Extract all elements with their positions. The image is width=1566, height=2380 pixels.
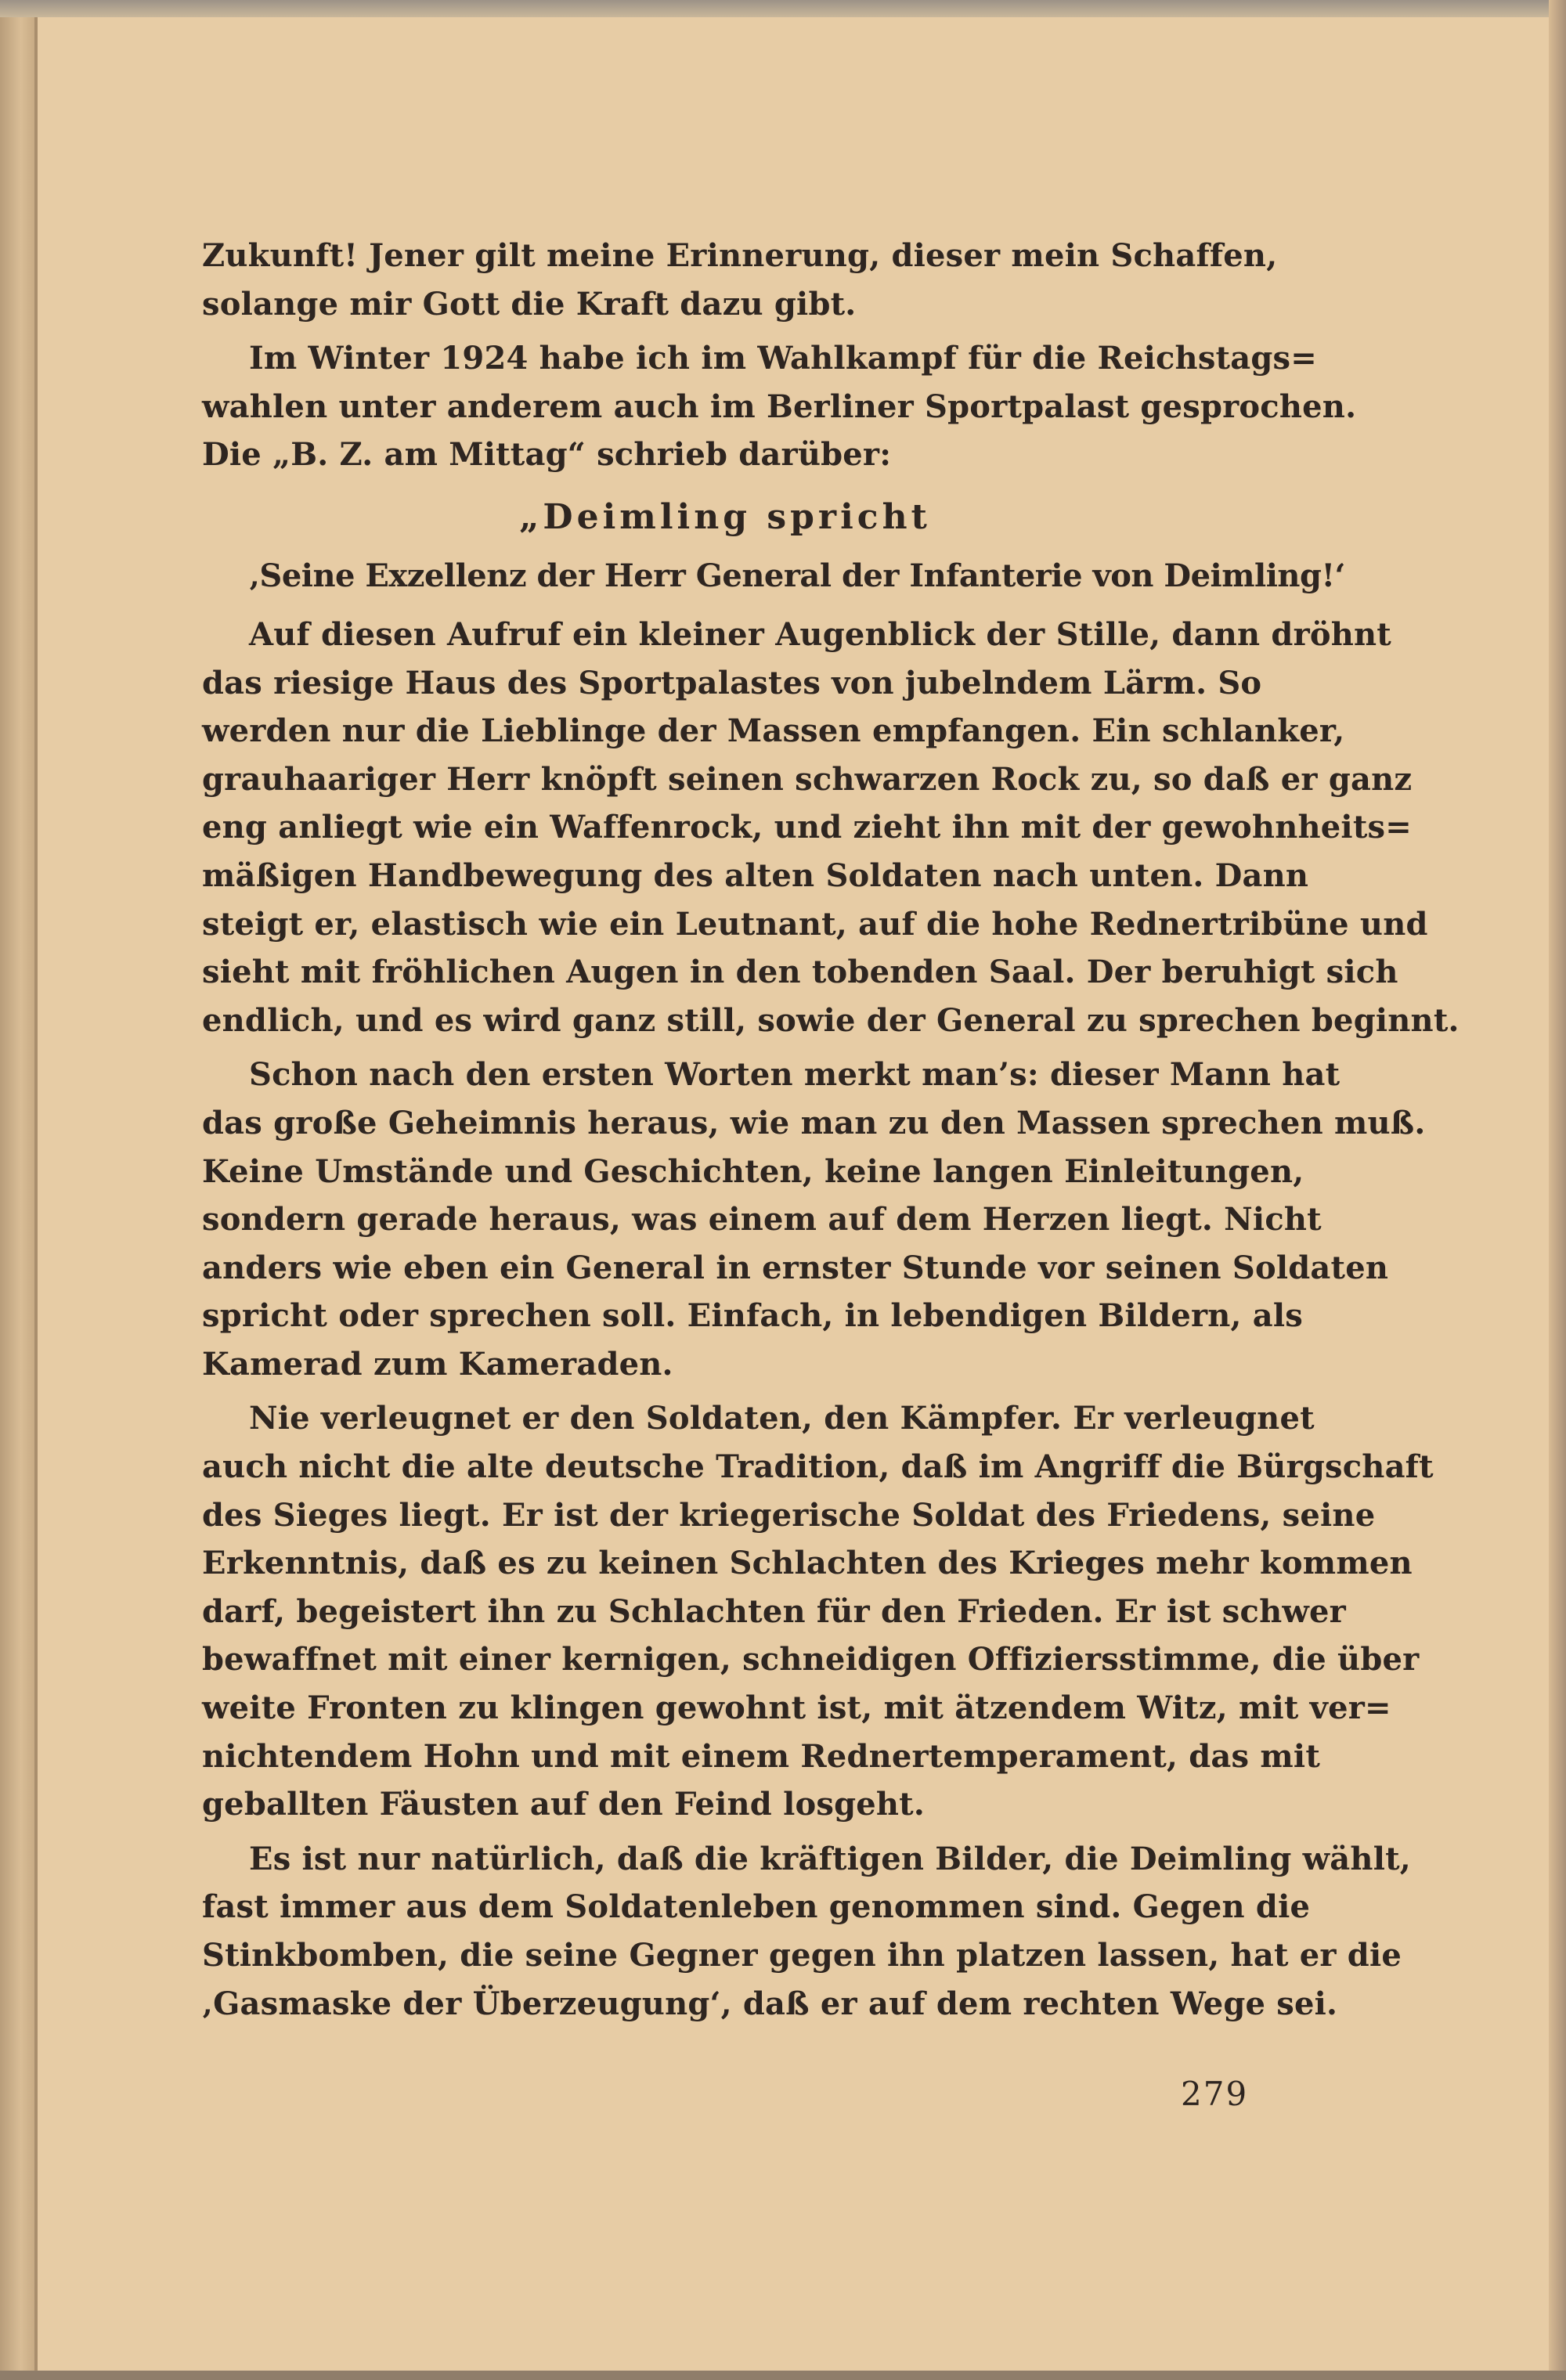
text-line: Schon nach den ersten Worten merkt man’s: dieser Mann hat: [249, 1056, 1340, 1094]
scan-bottom-edge: [0, 2371, 1566, 2380]
text-line: sieht mit fröhlichen Augen in den tobenden Saal. Der beruhigt sich: [202, 954, 1398, 991]
page-right-edge: [1549, 0, 1566, 2380]
text-line: Keine Umstände und Geschichten, keine langen Einleitungen,: [202, 1152, 1304, 1190]
text-line: steigt er, elastisch wie ein Leutnant, auf die hohe Rednertribüne und: [202, 905, 1428, 943]
text-line: Im Winter 1924 habe ich im Wahlkampf für die Reichstags=: [249, 340, 1317, 377]
announcement-quote: ‚Seine Exzellenz der Herr General der Infanterie von Deimling!‘: [249, 557, 1345, 594]
paragraph: [202, 1051, 1426, 1388]
article-section: [202, 611, 1460, 2028]
text-line: Zukunft! Jener gilt meine Erinnerung, dieser mein Schaffen,: [202, 237, 1278, 274]
paragraph: [202, 334, 1357, 479]
scan-top-edge: [0, 0, 1566, 17]
text-line: Die „B. Z. am Mittag“ schrieb darüber:: [202, 436, 892, 474]
text-line: solange mir Gott die Kraft dazu gibt.: [202, 285, 857, 323]
text-line: das riesige Haus des Sportpalastes von jubelndem Lärm. So: [202, 664, 1262, 701]
text-line: werden nur die Lieblinge der Massen empfangen. Ein schlanker,: [202, 712, 1345, 750]
text-line: das große Geheimnis heraus, wie man zu den Massen sprechen muß.: [202, 1104, 1426, 1141]
text-line: endlich, und es wird ganz still, sowie der General zu sprechen beginnt.: [202, 1001, 1460, 1039]
text-line: auch nicht die alte deutsche Tradition, daß im Angriff die Bürgschaft: [202, 1448, 1434, 1486]
text-line: eng anliegt wie ein Waffenrock, und zieht ihn mit der gewohnheits=: [202, 809, 1412, 846]
text-line: geballten Fäusten auf den Feind losgeht.: [202, 1786, 925, 1823]
text-line: Stinkbomben, die seine Gegner gegen ihn platzen lassen, hat er die: [202, 1937, 1402, 1974]
text-line: nichtendem Hohn und mit einem Rednertemperament, das mit: [202, 1737, 1320, 1775]
page-number: 279: [1181, 2075, 1249, 2113]
text-line: Erkenntnis, daß es zu keinen Schlachten des Krieges mehr kommen: [202, 1545, 1413, 1582]
text-line: darf, begeistert ihn zu Schlachten für den Frieden. Er ist schwer: [202, 1592, 1346, 1630]
text-line: bewaffnet mit einer kernigen, schneidigen Offiziersstimme, die über: [202, 1641, 1420, 1679]
text-line: weite Fronten zu klingen gewohnt ist, mit ätzendem Witz, mit ver=: [202, 1689, 1391, 1727]
text-line: grauhaariger Herr knöpft seinen schwarzen Rock zu, so daß er ganz: [202, 760, 1413, 798]
text-line: anders wie eben ein General in ernster Stunde vor seinen Soldaten: [202, 1249, 1389, 1286]
text-line: des Sieges liegt. Er ist der kriegerische Soldat des Friedens, seine: [202, 1496, 1376, 1534]
paragraph: [202, 1394, 1434, 1828]
text-line: Auf diesen Aufruf ein kleiner Augenblick der Stille, dann dröhnt: [249, 615, 1391, 653]
text-line: ‚Gasmaske der Überzeugung‘, daß er auf dem rechten Wege sei.: [202, 1985, 1338, 2022]
paragraph: [202, 1835, 1411, 2028]
book-spine-shadow: [0, 0, 34, 2380]
text-line: fast immer aus dem Soldatenleben genommen sind. Gegen die: [202, 1888, 1311, 1926]
paragraph: [202, 611, 1460, 1044]
page-gutter-edge: [34, 0, 38, 2380]
intro-section: [202, 232, 1357, 479]
text-line: wahlen unter anderem auch im Berliner Sportpalast gesprochen.: [202, 388, 1357, 425]
paragraph: [202, 232, 1278, 328]
text-line: sondern gerade heraus, was einem auf dem Herzen liegt. Nicht: [202, 1201, 1322, 1239]
text-line: Kamerad zum Kameraden.: [202, 1345, 673, 1383]
text-line: Es ist nur natürlich, daß die kräftigen Bilder, die Deimling wählt,: [249, 1840, 1411, 1877]
text-line: Nie verleugnet er den Soldaten, den Kämpfer. Er verleugnet: [249, 1400, 1315, 1437]
section-heading: „Deimling spricht: [519, 496, 931, 537]
text-line: mäßigen Handbewegung des alten Soldaten nach unten. Dann: [202, 856, 1309, 894]
text-line: spricht oder sprechen soll. Einfach, in lebendigen Bildern, als: [202, 1297, 1304, 1335]
page-body: [202, 232, 1460, 2034]
